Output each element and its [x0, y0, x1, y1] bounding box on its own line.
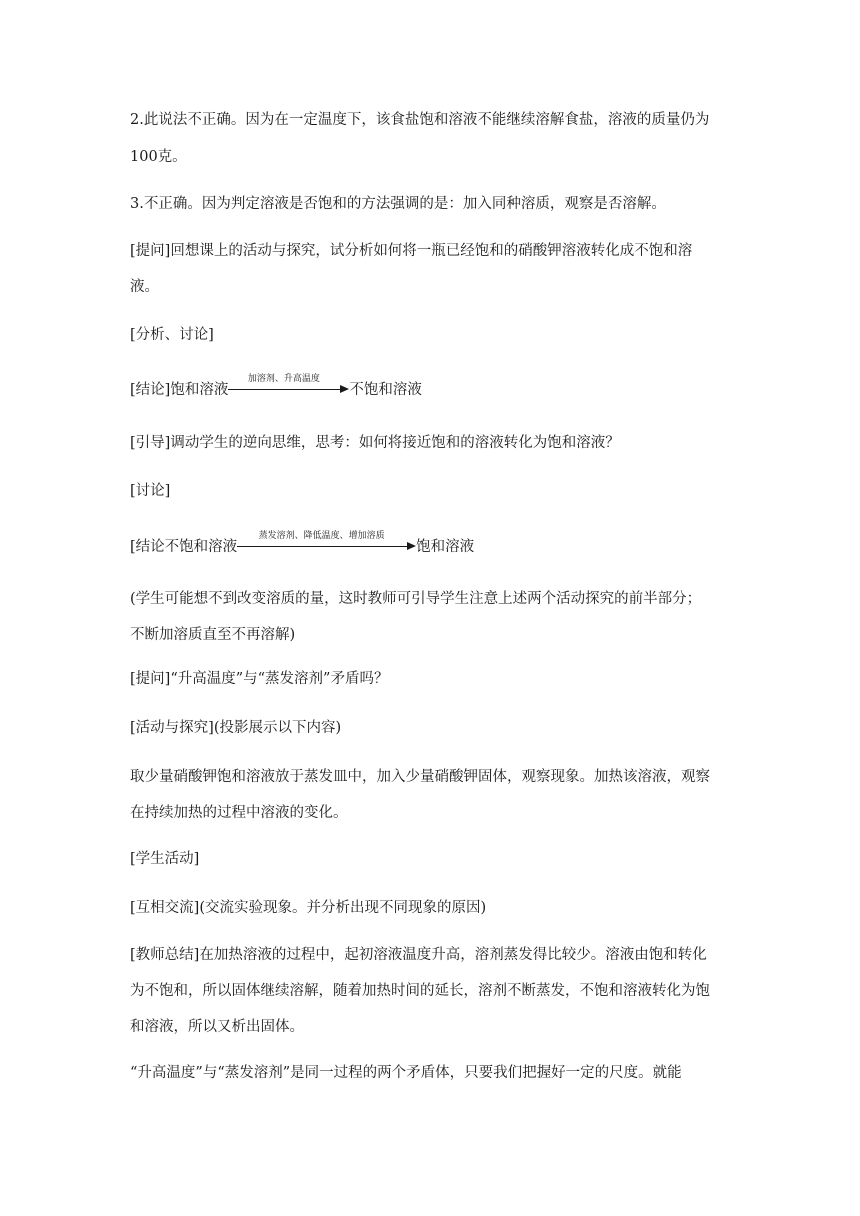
reaction-arrow	[237, 531, 416, 557]
conclusion-result: 饱和溶液	[416, 539, 475, 555]
text-line: [提问]回想课上的活动与探究，试分析如何将一瓶已经饱和的硝酸钾溶液转化成不饱和溶	[130, 243, 693, 259]
text-line: (学生可能想不到改变溶质的量，这时教师可引导学生注意上述两个活动探究的前半部分；	[130, 591, 702, 607]
text-line: [引导]调动学生的逆向思维，思考：如何将接近饱和的溶液转化为饱和溶液？	[130, 435, 620, 451]
conclusion-result: 不饱和溶液	[349, 382, 422, 398]
reaction-arrow	[228, 374, 349, 400]
text-line: [分析、讨论]	[130, 327, 214, 343]
conclusion-prefix: [结论不饱和溶液	[130, 539, 238, 555]
text-line: [讨论]	[130, 483, 171, 499]
arrow-line	[237, 546, 407, 547]
text-line: 取少量硝酸钾饱和溶液放于蒸发皿中，加入少量硝酸钾固体，观察现象。加热该溶液，观察	[130, 769, 710, 785]
text-line: “升高温度”与“蒸发溶剂”是同一过程的两个矛盾体，只要我们把握好一定的尺度。就能	[130, 1065, 682, 1081]
arrow-line	[228, 389, 340, 390]
text-line: 为不饱和，所以固体继续溶解，随着加热时间的延长，溶剂不断蒸发，不饱和溶液转化为饱	[130, 983, 710, 999]
text-line: 2.此说法不正确。因为在一定温度下，该食盐饱和溶液不能继续溶解食盐，溶液的质量仍为	[130, 112, 710, 128]
arrow-head-icon	[407, 542, 416, 550]
text-line: [教师总结]在加热溶液的过程中，起初溶液温度升高，溶剂蒸发得比较少。溶液由饱和转化	[130, 947, 707, 963]
arrow-condition-label: 蒸发溶剂、降低温度、增加溶质	[258, 531, 385, 541]
text-line: [互相交流](交流实验现象。并分析出现不同现象的原因)	[130, 900, 487, 916]
text-line: [活动与探究](投影展示以下内容)	[130, 720, 342, 736]
text-line: 不断加溶质直至不再溶解)	[130, 627, 296, 643]
arrow-condition-label: 加溶剂、升高温度	[247, 374, 320, 384]
conclusion-unsaturated-to-saturated	[130, 531, 475, 557]
text-line: 在持续加热的过程中溶液的变化。	[130, 805, 348, 821]
text-line: [学生活动]	[130, 851, 200, 867]
text-line: [提问]“升高温度”与“蒸发溶剂”矛盾吗？	[130, 671, 389, 687]
arrow-head-icon	[340, 385, 349, 393]
text-line: 液。	[130, 279, 159, 295]
text-line: 3.不正确。因为判定溶液是否饱和的方法强调的是：加入同种溶质，观察是否溶解。	[130, 196, 666, 212]
conclusion-prefix: [结论]饱和溶液	[130, 382, 229, 398]
conclusion-saturated-to-unsaturated	[130, 374, 422, 400]
text-line: 100克。	[130, 149, 187, 165]
text-line: 和溶液，所以又析出固体。	[130, 1019, 304, 1035]
